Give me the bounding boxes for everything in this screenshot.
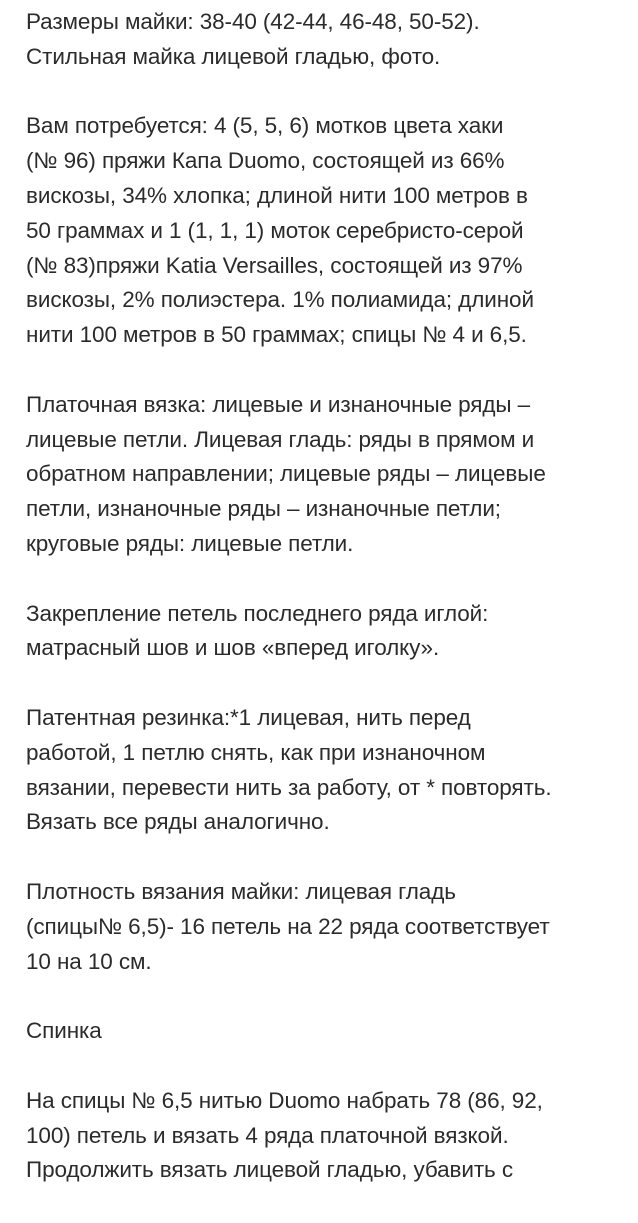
text-line: матрасный шов и шов «вперед иголку». bbox=[26, 635, 440, 661]
paragraph-stitches bbox=[26, 388, 626, 562]
text-line: круговые ряды: лицевые петли. bbox=[26, 530, 354, 556]
text-line: 10 на 10 см. bbox=[26, 948, 152, 974]
text-line: Плотность вязания майки: лицевая гладь bbox=[26, 878, 456, 904]
text-line: Продолжить вязать лицевой гладью, убавить с bbox=[26, 1157, 513, 1183]
text-line: вязании, перевести нить за работу, от * повторять. bbox=[26, 774, 552, 800]
text-line: Стильная майка лицевой гладью, фото. bbox=[26, 43, 441, 69]
text-line: нити 100 метров в 50 граммах; спицы № 4 и 6,5. bbox=[26, 322, 527, 348]
paragraph-sizes bbox=[26, 5, 626, 75]
document-body bbox=[26, 5, 626, 1223]
text-line: вискозы, 2% полиэстера. 1% полиамида; длиной bbox=[26, 287, 534, 313]
paragraph-bind-off bbox=[26, 597, 626, 667]
text-line: вискозы, 34% хлопка; длиной нити 100 метров в bbox=[26, 182, 528, 208]
text-line: Вам потребуется: 4 (5, 5, 6) мотков цвета хаки bbox=[26, 113, 504, 139]
paragraph-back-instructions bbox=[26, 1084, 626, 1188]
text-line: работой, 1 петлю снять, как при изнаночном bbox=[26, 739, 486, 765]
text-line: лицевые петли. Лицевая гладь: ряды в прямом и bbox=[26, 426, 535, 452]
paragraph-materials bbox=[26, 109, 626, 353]
text-line: На спицы № 6,5 нитью Duomo набрать 78 (86, 92, bbox=[26, 1087, 543, 1113]
section-heading-back bbox=[26, 1014, 626, 1049]
text-line: (№ 83)пряжи Katia Versailles, состоящей из 97% bbox=[26, 252, 523, 278]
text-line: Платочная вязка: лицевые и изнаночные ряды – bbox=[26, 391, 531, 417]
text-line: (№ 96) пряжи Капа Duomo, состоящей из 66% bbox=[26, 148, 505, 174]
text-line: 100) петель и вязать 4 ряда платочной вязкой. bbox=[26, 1122, 509, 1148]
text-line: петли, изнаночные ряды – изнаночные петли; bbox=[26, 496, 501, 522]
text-line: обратном направлении; лицевые ряды – лицевые bbox=[26, 461, 546, 487]
text-line: Спинка bbox=[26, 1018, 102, 1044]
text-line: 50 граммах и 1 (1, 1, 1) моток серебристо-серой bbox=[26, 217, 524, 243]
paragraph-rib bbox=[26, 701, 626, 840]
text-line: Патентная резинка:*1 лицевая, нить перед bbox=[26, 704, 471, 730]
text-line: Вязать все ряды аналогично. bbox=[26, 809, 330, 835]
text-line: Закрепление петель последнего ряда иглой: bbox=[26, 600, 489, 626]
text-line: (спицы№ 6,5)- 16 петель на 22 ряда соответствует bbox=[26, 913, 550, 939]
text-line: Размеры майки: 38-40 (42-44, 46-48, 50-52). bbox=[26, 9, 480, 34]
paragraph-gauge bbox=[26, 875, 626, 979]
